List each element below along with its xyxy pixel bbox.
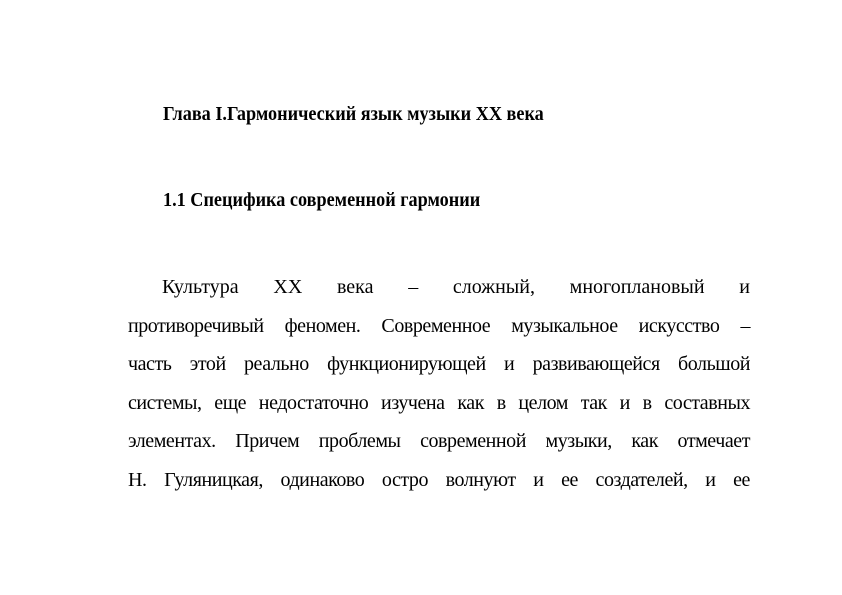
body-paragraph bbox=[128, 268, 750, 499]
paragraph-line: противоречивый феномен. Современное музыкальное искусство – bbox=[128, 314, 750, 337]
chapter-title: Глава I.Гармонический язык музыки XX века bbox=[163, 103, 544, 125]
paragraph-line: часть этой реально функционирующей и развивающейся большой bbox=[128, 353, 750, 375]
paragraph-line: системы, еще недостаточно изучена как в целом так и в составных bbox=[128, 391, 750, 414]
section-title: 1.1 Специфика современной гармонии bbox=[163, 189, 481, 211]
paragraph-line: элементах. Причем проблемы современной музыки, как отмечает bbox=[128, 430, 750, 452]
paragraph-line: Культура XX века – сложный, многоплановый и bbox=[162, 276, 750, 298]
paragraph-line: Н. Гуляницкая, одинаково остро волнуют и ее создателей, и ее bbox=[128, 468, 750, 491]
